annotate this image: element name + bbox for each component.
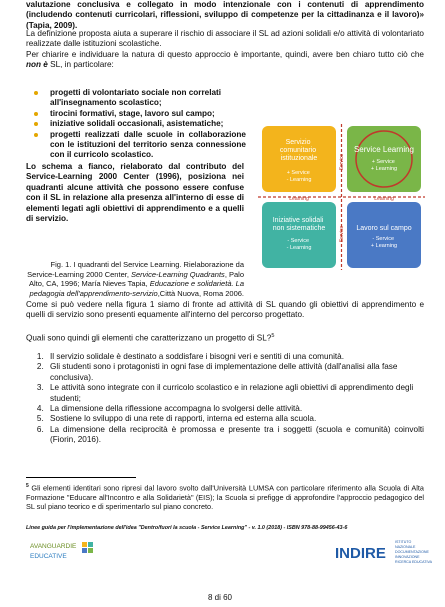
svg-text:RICERCA EDUCATIVA: RICERCA EDUCATIVA — [395, 560, 433, 564]
after-paragraph: Come si può vedere nella figura 1 siamo di fronte ad attività di SL quando gli obiettivi di apprendimento e quelli di servizio sono presenti equamente all'interno del percorso progettato. — [26, 300, 424, 320]
svg-text:- Service + Learning — [371, 236, 397, 249]
svg-text:+ Service + Learning — [371, 159, 397, 172]
svg-text:- Service - Learning — [287, 238, 312, 251]
q1-title-1: Servizio — [285, 139, 311, 146]
svg-text:DOCUMENTAZIONE: DOCUMENTAZIONE — [395, 550, 429, 554]
definition-text — [26, 29, 424, 71]
svg-text:INNOVAZIONE: INNOVAZIONE — [395, 555, 420, 559]
page-number: 8 di 60 — [207, 593, 233, 602]
svg-text:+ Service - Learning — [287, 170, 312, 183]
service-learning-quadrants — [254, 122, 429, 272]
q2-title: Service Learning — [353, 145, 415, 154]
svg-text:EDUCATIVE: EDUCATIVE — [30, 553, 67, 560]
svg-text:NAZIONALE: NAZIONALE — [395, 545, 416, 549]
definition-p2: Per chiarire e individuare la natura di questo approccio è importante, quindi, avere ben chiaro tutto ciò che non è SL, in particolare: — [26, 49, 424, 70]
schema-paragraph: Lo schema a fianco, rielaborato dal contributo del Service-Learning 2000 Center (1996), posiziona nei quadranti alcune attività che possono essere confuse con il SL in relazione alla presenza all'interno di esse di elementi legati agli obiettivi di apprendimento e a quelli di servizio. — [26, 162, 244, 224]
q4-title: Lavoro sul campo — [356, 225, 412, 232]
list-item: 5. Sostiene lo sviluppo di una rete di rapporti, interna ed esterna alla scuola. — [46, 414, 424, 424]
list-item: progetti di volontariato sociale non correlati all'insegnamento scolastico; — [50, 88, 246, 109]
footnote: $^5$ Gli elementi identitari sono ripresi dal lavoro svolto dall'Università LUMSA con particolare riferimento alla Scuola di Alta Formazione "Educare all'Incontro e alla Solidarietà" (EIS); la Scuola si prefigge di approfondire l'approccio pedagogico del SL sul piano teorico e di sperimentarlo sul piano concreto. — [26, 483, 424, 512]
figure-caption: Fig. 1. I quadranti del Service Learning. Rielaborazione da Service-Learning 2000 Center, Service-Learning Quadrants, Palo Alto, CA, 1996; María Nieves Tapia, Educazione e solidarietà. La pedagogia dell'apprendimento-servizio,Città Nuova, Roma 2006. — [27, 260, 244, 298]
quadrant-top-right — [347, 126, 421, 192]
footnote-ref: 5 — [271, 333, 275, 339]
not-sl-list — [26, 88, 246, 161]
q1-line-2: - Learning — [286, 177, 312, 183]
learning-label-left: Learning — [289, 196, 309, 202]
svg-text:INDIRE: INDIRE — [335, 545, 386, 562]
list-item: progetti realizzati dalle scuole in collaborazione con le istituzioni del territorio senza connessione con il curricolo scolastico. — [50, 129, 246, 160]
characteristics-list — [26, 352, 424, 446]
quadrant-bottom-left — [262, 202, 336, 268]
svg-text:Servizio comunitario — [280, 139, 318, 162]
q3-title-2: non sistematiche — [272, 225, 326, 232]
svg-text:Iniziative solidali non — [273, 217, 326, 232]
footnote-divider — [26, 477, 136, 478]
service-label-bottom: Service — [339, 225, 345, 243]
q4-line-2: + Learning — [370, 243, 398, 249]
list-item: 6. La dimensione della reciprocità è promossa e presente tra i soggetti (scuola e comunità) coinvolti (Fiorin, 2016). — [46, 425, 424, 446]
footer-text: Linee guida per l'implementazione dell'idea "Dentro/fuori la scuola - Service Learning" - v. 1.0 (2018) - ISBN 978-88-99456-43-6 — [26, 525, 348, 531]
q1-title-2: comunitario — [279, 147, 317, 154]
learning-label-right: Learning — [374, 196, 394, 202]
avanguardie-logo — [30, 536, 105, 566]
question-paragraph: Quali sono quindi gli elementi che caratterizzano un progetto di SL?$^5$ — [26, 333, 275, 343]
q4-line-1: - Service — [372, 236, 395, 242]
list-item: tirocini formativi, stage, lavoro sul campo; — [50, 109, 246, 119]
q1-title-3: istituzionale — [280, 155, 318, 162]
quadrant-top-left — [262, 126, 336, 192]
q2-line-1: + Service — [371, 159, 395, 165]
q3-title-1: Iniziative solidali — [272, 217, 324, 224]
list-item: 4. La dimensione della riflessione accompagna lo svolgersi delle attività. — [46, 404, 424, 414]
quadrant-bottom-right — [347, 202, 421, 268]
list-item: 3. Le attività sono integrate con il curricolo scolastico e in relazione agli obiettivi di apprendimento degli studenti; — [46, 383, 424, 404]
definition-p1: La definizione proposta aiuta a superare il rischio di associare il SL ad azioni solidali e/o attività di volontariato realizzate dalle istituzioni scolastiche. — [26, 29, 424, 49]
q3-line-1: - Service — [287, 238, 310, 244]
list-item: 2. Gli studenti sono i protagonisti in ogni fase di implementazione delle attività (dall'analisi alla fase conclusiva). — [46, 362, 424, 383]
service-label-top: Service — [339, 153, 345, 171]
list-item: iniziative solidali occasionali, asistematiche; — [50, 119, 246, 129]
q2-line-2: + Learning — [370, 166, 398, 172]
list-item: 1. Il servizio solidale è destinato a soddisfare i bisogni veri e sentiti di una comunità. — [46, 352, 424, 362]
q3-line-2: - Learning — [286, 245, 312, 251]
svg-text:AVANGUARDIE: AVANGUARDIE — [30, 543, 77, 550]
indire-logo — [335, 536, 433, 570]
svg-text:ISTITUTO: ISTITUTO — [395, 540, 412, 544]
q1-line-1: + Service — [286, 170, 310, 176]
quote-paragraph: valutazione conclusiva e collegato in modo intenzionale con i contenuti di apprendimento (includendo contenuti curricolari, riflessioni, sviluppo di competenze per la cittadinanza e il lavoro)» (Tapia, 2009). — [26, 0, 424, 30]
